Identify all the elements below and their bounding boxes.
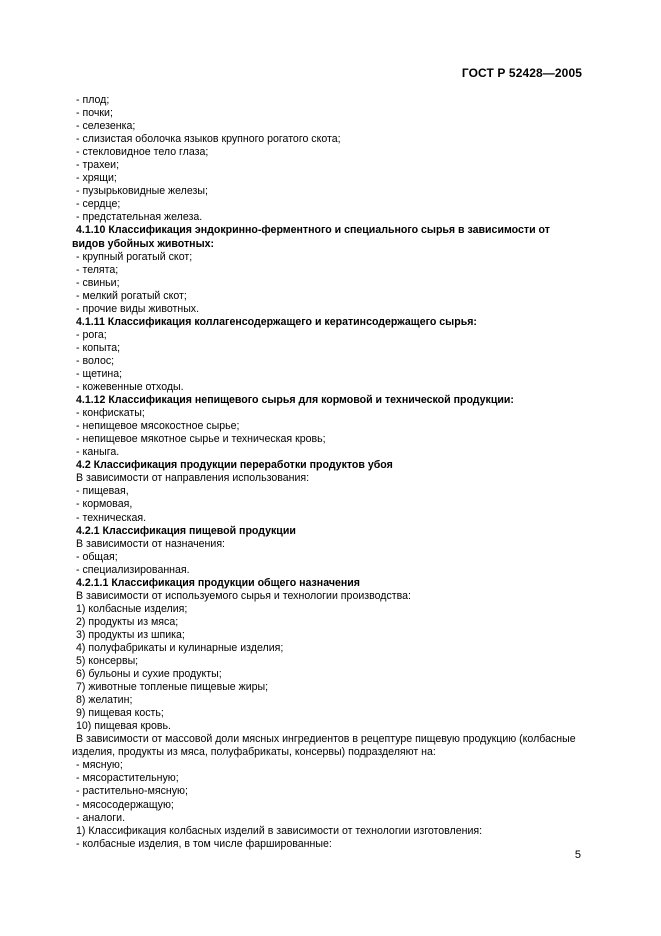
list-item: 5) консервы; <box>76 655 139 668</box>
list-item: - хрящи; <box>76 172 117 185</box>
list-item: - стекловидное тело глаза; <box>76 146 209 159</box>
list-item: - кормовая, <box>76 498 133 511</box>
section-heading: 4.2 Классификация продукции переработки продуктов убоя <box>76 459 393 472</box>
list-item: 7) животные топленые пищевые жиры; <box>76 681 269 694</box>
section-heading: 4.1.12 Классификация непищевого сырья для кормовой и технической продукции: <box>76 394 514 407</box>
section-heading: 4.1.11 Классификация коллагенсодержащего и кератинсодержащего сырья: <box>76 315 477 328</box>
page-number: 5 <box>574 849 581 861</box>
list-item: - телята; <box>76 263 119 276</box>
list-item: - колбасные изделия, в том числе фаршированные: <box>76 837 332 850</box>
list-item: - техническая. <box>76 511 147 524</box>
list-item: - слизистая оболочка языков крупного рогатого скота; <box>76 133 341 146</box>
document-body <box>72 94 582 851</box>
list-item: - кожевенные отходы. <box>76 381 184 394</box>
list-item: - растительно-мясную; <box>76 785 188 798</box>
list-item: - волос; <box>76 354 115 367</box>
list-item: - прочие виды животных. <box>76 302 200 315</box>
list-item: - копыта; <box>76 341 121 354</box>
paragraph: В зависимости от массовой доли мясных ингредиентов в рецептуре пищевую продукцию (колбасные изделия, продукты из мяса, полуфабрикаты, консервы) подразделяют на: <box>72 733 576 759</box>
list-item: - непищевое мякотное сырье и техническая кровь; <box>76 433 326 446</box>
list-item: - мелкий рогатый скот; <box>76 289 187 302</box>
document-id-header: ГОСТ Р 52428—2005 <box>461 66 582 80</box>
list-item: 4) полуфабрикаты и кулинарные изделия; <box>76 641 284 654</box>
list-item: - пузырьковидные железы; <box>76 185 208 198</box>
list-item: - специализированная. <box>76 563 190 576</box>
list-item: - свиньи; <box>76 276 120 289</box>
list-item: - каныга. <box>76 446 120 459</box>
list-item: - общая; <box>76 550 118 563</box>
list-item: 8) желатин; <box>76 694 133 707</box>
list-item: - мясосодержащую; <box>76 798 174 811</box>
list-item: - предстательная железа. <box>76 211 203 224</box>
list-item: 10) пищевая кровь. <box>76 720 171 733</box>
list-item: - конфискаты; <box>76 407 145 420</box>
section-heading: 4.2.1 Классификация пищевой продукции <box>76 524 296 537</box>
list-item: - мясную; <box>76 759 123 772</box>
section-heading: 4.1.10 Классификация эндокринно-ферментного и специального сырья в зависимости от видов убойных животных: <box>72 224 550 250</box>
list-item: В зависимости от используемого сырья и технологии производства: <box>76 589 411 602</box>
list-item: - сердце; <box>76 198 121 211</box>
section-heading: 4.2.1.1 Классификация продукции общего назначения <box>76 576 360 589</box>
list-item: В зависимости от назначения: <box>76 537 226 550</box>
list-item: 6) бульоны и сухие продукты; <box>76 668 222 681</box>
list-item: - селезенка; <box>76 120 136 133</box>
list-item: - крупный рогатый скот; <box>76 250 193 263</box>
list-item: 3) продукты из шпика; <box>76 628 185 641</box>
list-item: - аналоги. <box>76 811 126 824</box>
list-item: - мясорастительную; <box>76 772 179 785</box>
list-item: 9) пищевая кость; <box>76 707 164 720</box>
list-item: - почки; <box>76 107 113 120</box>
list-item: - рога; <box>76 328 107 341</box>
list-item: - плод; <box>76 94 110 106</box>
list-item: В зависимости от направления использования: <box>76 472 310 485</box>
list-item: - пищевая, <box>76 485 129 498</box>
list-item: 2) продукты из мяса; <box>76 615 179 628</box>
list-item: - щетина; <box>76 367 123 380</box>
list-item: - трахеи; <box>76 159 120 172</box>
list-item: 1) Классификация колбасных изделий в зависимости от технологии изготовления: <box>76 824 483 837</box>
list-item: - непищевое мясокостное сырье; <box>76 420 240 433</box>
list-item: 1) колбасные изделия; <box>76 602 188 615</box>
